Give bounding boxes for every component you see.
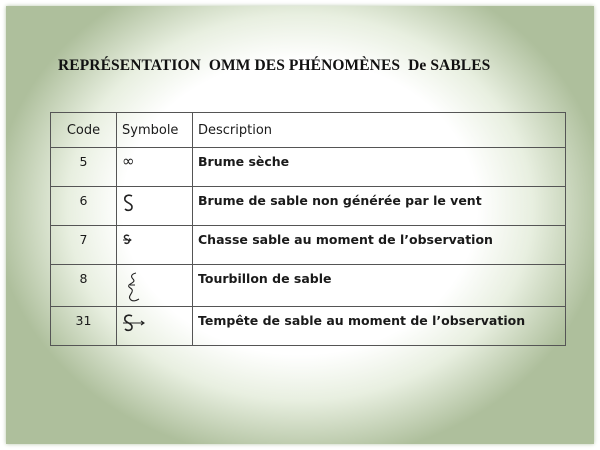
row-description: Tempête de sable au moment de l’observation	[193, 307, 566, 346]
row-code: 8	[51, 265, 117, 307]
slide	[6, 6, 594, 444]
row-symbol	[117, 148, 193, 187]
row-code: 6	[51, 187, 117, 226]
row-description: Tourbillon de sable	[193, 265, 566, 307]
header-description: Description	[193, 113, 566, 148]
table-row	[51, 226, 566, 265]
slide-title: REPRÉSENTATION OMM DES PHÉNOMÈNES De SABLES	[58, 57, 491, 74]
header-symbole: Symbole	[117, 113, 193, 148]
row-description: Brume de sable non générée par le vent	[193, 187, 566, 226]
header-code: Code	[51, 113, 117, 148]
row-symbol	[117, 226, 193, 265]
small-s-arrow-symbol-icon	[122, 232, 132, 246]
table-row	[51, 187, 566, 226]
s-arrow-symbol-icon	[122, 313, 146, 333]
row-code: 31	[51, 307, 117, 346]
row-symbol	[117, 307, 193, 346]
row-symbol	[117, 265, 193, 307]
s-hook-symbol-icon	[122, 193, 136, 213]
table-row	[51, 148, 566, 187]
infinity-symbol-icon: ∞	[122, 152, 135, 170]
row-symbol	[117, 187, 193, 226]
row-description: Chasse sable au moment de l’observation	[193, 226, 566, 265]
table-row	[51, 265, 566, 307]
table-header-row	[51, 113, 566, 148]
table-row	[51, 307, 566, 346]
phenomena-table	[50, 112, 566, 346]
row-description: Brume sèche	[193, 148, 566, 187]
row-code: 5	[51, 148, 117, 187]
row-code: 7	[51, 226, 117, 265]
sand-whirl-symbol-icon	[122, 271, 144, 303]
